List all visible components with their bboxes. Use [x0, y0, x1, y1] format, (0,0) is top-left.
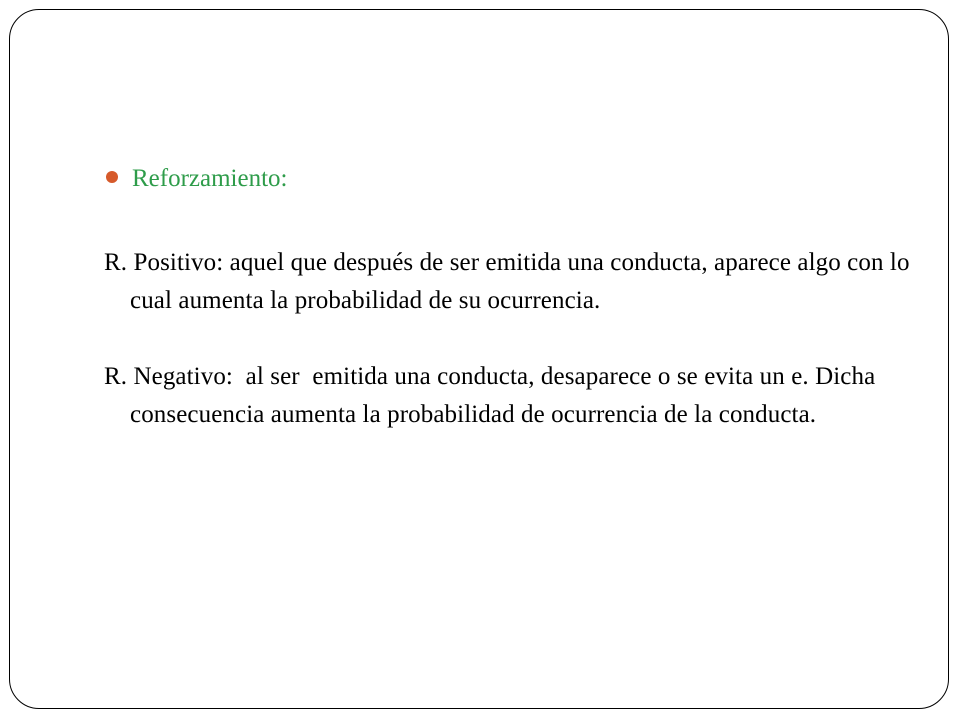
bullet-item-heading: [104, 160, 904, 198]
slide-heading: Reforzamiento:: [132, 165, 288, 192]
bullet-dot-icon: [106, 171, 118, 183]
paragraph-positive-reinforcement: R. Positivo: aquel que después de ser emitida una conducta, aparece algo con lo cual aumenta la probabilidad de su ocurrencia.: [104, 249, 916, 314]
paragraph-negative-reinforcement: R. Negativo: al ser emitida una conducta, desaparece o se evita un e. Dicha consecuencia aumenta la probabilidad de ocurrencia de la conducta.: [104, 363, 882, 428]
slide-content: [104, 160, 916, 434]
